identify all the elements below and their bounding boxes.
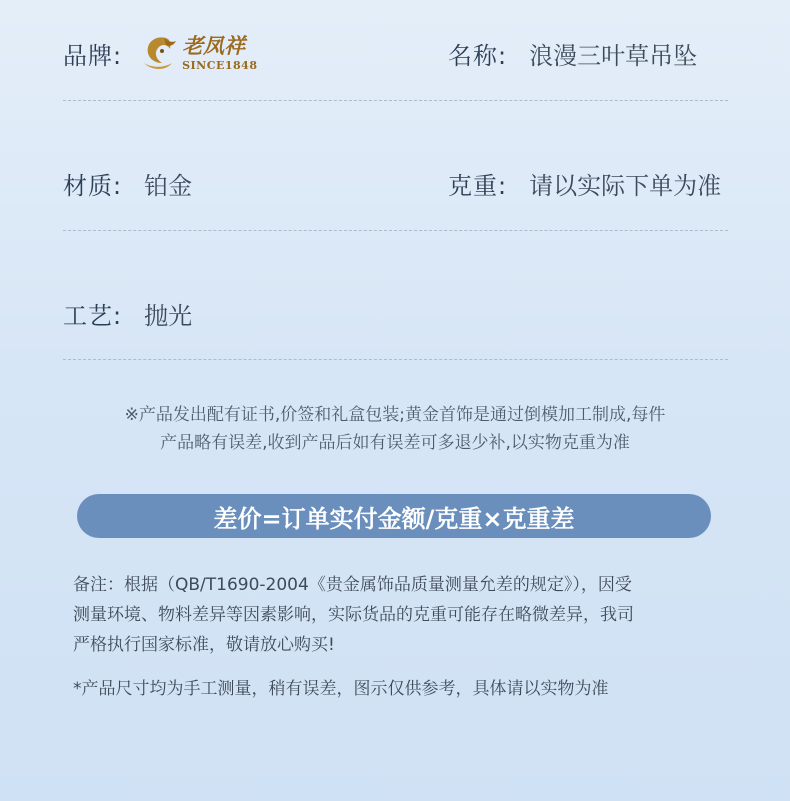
brand-cell: [63, 33, 258, 73]
notice-line: 产品略有误差,收到产品后如有误差可多退少补,以实物克重为准: [160, 433, 630, 453]
name-cell: [448, 33, 697, 73]
divider: [63, 230, 728, 231]
spec-row-material: [0, 163, 790, 203]
remark-line: *产品尺寸均为手工测量，稍有误差，图示仅供参考，具体请以实物为准: [73, 679, 609, 699]
notice-line: ※产品发出配有证书,价签和礼盒包装;黄金首饰是通过倒模加工制成,每件: [124, 405, 666, 425]
remark-line: 测量环境、物料差异等因素影响，实际货品的克重可能存在略微差异，我司: [73, 605, 634, 625]
material-cell: [63, 163, 192, 203]
weight-label: 克重:: [448, 171, 508, 200]
price-difference-formula: 差价=订单实付金额/克重×克重差: [77, 494, 711, 538]
divider: [63, 359, 728, 360]
material-label: 材质:: [63, 171, 123, 200]
craft-label: 工艺:: [63, 301, 123, 330]
craft-value: 抛光: [144, 301, 193, 330]
weight-cell: [448, 163, 721, 203]
weight-value: 请以实际下单为准: [529, 171, 722, 200]
brand-name-cn: 老凤祥: [182, 33, 246, 58]
spec-row-craft: [0, 293, 790, 333]
name-label: 名称:: [448, 41, 508, 70]
brand-logo: [138, 33, 257, 73]
brand-label: 品牌:: [63, 41, 123, 70]
craft-cell: [63, 293, 192, 333]
remark-line: 严格执行国家标准，敬请放心购买!: [73, 635, 335, 655]
remark-line: 备注：根据（QB/T1690-2004《贵金属饰品质量测量允差的规定》），因受: [73, 575, 632, 595]
name-value: 浪漫三叶草吊坠: [529, 41, 698, 70]
phoenix-logo-icon: [138, 33, 180, 73]
size-remark: [73, 674, 723, 704]
product-notice: [60, 401, 730, 457]
measurement-remark: [73, 570, 723, 660]
divider: [63, 100, 728, 101]
material-value: 铂金: [144, 171, 193, 200]
brand-since: SINCE1848: [182, 59, 258, 72]
spec-row-brand: [0, 33, 790, 73]
